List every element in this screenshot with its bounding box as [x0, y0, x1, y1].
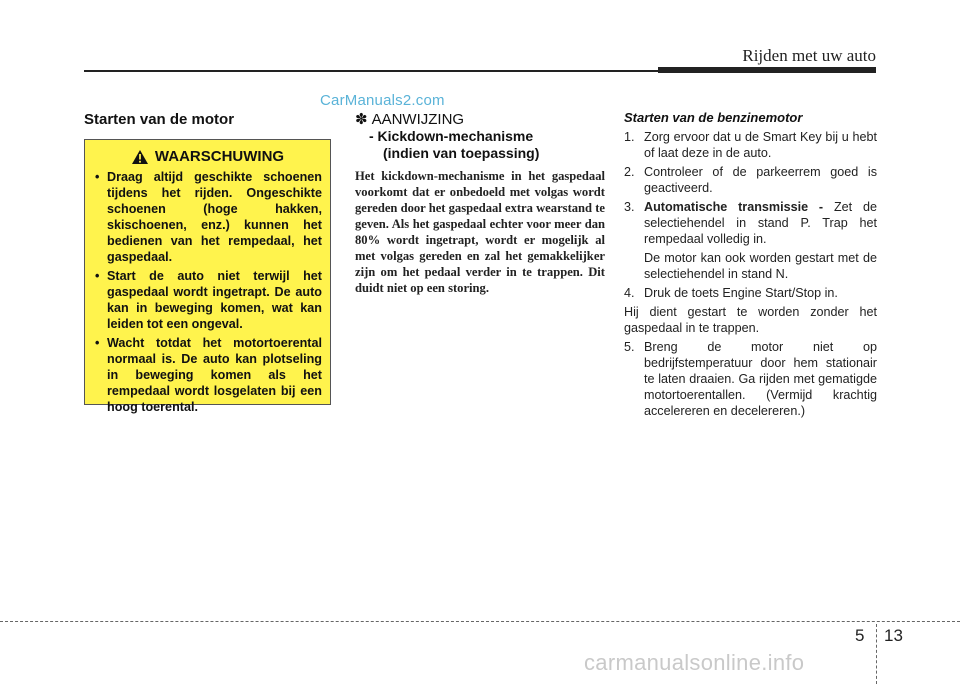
watermark-bottom: carmanualsonline.info [584, 650, 805, 675]
star-icon: ✽ [355, 111, 368, 128]
step-3 [624, 199, 877, 247]
chapter-number: 5 [855, 626, 865, 645]
warning-list [93, 169, 322, 415]
warning-title-text: WAARSCHUWING [154, 148, 285, 165]
note-subtitle: - Kickdown-mechanisme [369, 128, 534, 144]
note-body: Het kickdown-mechanisme in het gaspedaal voorkomt dat er onbedoeld met volgas wordt gereden door het gaspedaal extra wearstand te geven. Als het gaspedaal echter voor meer dan 80% wordt ingetrapt, wordt er mogelijk al met volgas gereden en zal het gemakkelijker zijn om het pedaal verder in te trappen. Dit duidt niet op een storing. [355, 169, 605, 295]
petrol-start-section [624, 110, 877, 422]
step-number: 4. [624, 286, 635, 300]
step-text: Controleer of de parkeerrem goed is geactiveerd. [644, 165, 877, 195]
step-4 [624, 285, 877, 301]
step-text: Zet de selectiehendel in stand P. Trap het rempedaal volledig in. [644, 200, 877, 246]
warning-box [84, 139, 331, 414]
step-number: 1. [624, 130, 635, 144]
warning-title [93, 148, 322, 165]
step-text: Breng de motor niet op bedrijfstemperatuur door hem stationair te laten draaien. Ga rijden met gematigde motortoerentallen. (Vermijd krachtig accelereren en decelereren.) [644, 340, 877, 418]
step-text: Zorg ervoor dat u de Smart Key bij u hebt of laat deze in de auto. [644, 130, 877, 160]
warning-item: • Wacht totdat het motortoerental normaal is. De auto kan plotseling in beweging komen als het rempedaal wordt losgelaten bij een hoog toerental. [93, 335, 322, 415]
chapter-header-title: Rijden met uw auto [742, 46, 876, 65]
plain-paragraph: Hij dient gestart te worden zonder het gaspedaal in te trappen. [624, 305, 877, 335]
step-number: 5. [624, 340, 635, 354]
note-heading [355, 110, 605, 128]
warning-item: • Start de auto niet terwijl het gaspedaal wordt ingetrapt. De auto kan in beweging komen, wat kan leiden tot een ongeval. [93, 268, 322, 332]
step-1 [624, 129, 877, 161]
section-heading: Starten van de motor [84, 111, 235, 128]
step-5 [624, 339, 877, 419]
step-number: 2. [624, 165, 635, 179]
petrol-heading: Starten van de benzinemotor [624, 110, 803, 125]
page-number: 13 [884, 626, 903, 645]
page-number-separator [876, 624, 878, 684]
step-text: Druk de toets Engine Start/Stop in. [644, 286, 838, 300]
footer-dashed-rule [0, 621, 960, 622]
note-section [355, 110, 605, 296]
step-2 [624, 164, 877, 196]
warning-item: • Draag altijd geschikte schoenen tijdens het rijden. Ongeschikte schoenen (hoge hakken, skischoenen, enz.) kunnen het bedienen van het rempedaal, het gaspedaal. [93, 169, 322, 265]
step-bold-label: Automatische transmissie - [644, 200, 824, 214]
warning-triangle-icon [131, 149, 149, 165]
step-number: 3. [624, 200, 635, 214]
header-rule-thin [84, 70, 658, 72]
note-title: AANWIJZING [371, 110, 465, 128]
step-3-extra: De motor kan ook worden gestart met de selectiehendel in stand N. [644, 251, 877, 281]
note-subtitle-2: (indien van toepassing) [383, 145, 540, 161]
watermark-top: CarManuals2.com [320, 92, 445, 109]
header-rule-thick [658, 67, 876, 73]
